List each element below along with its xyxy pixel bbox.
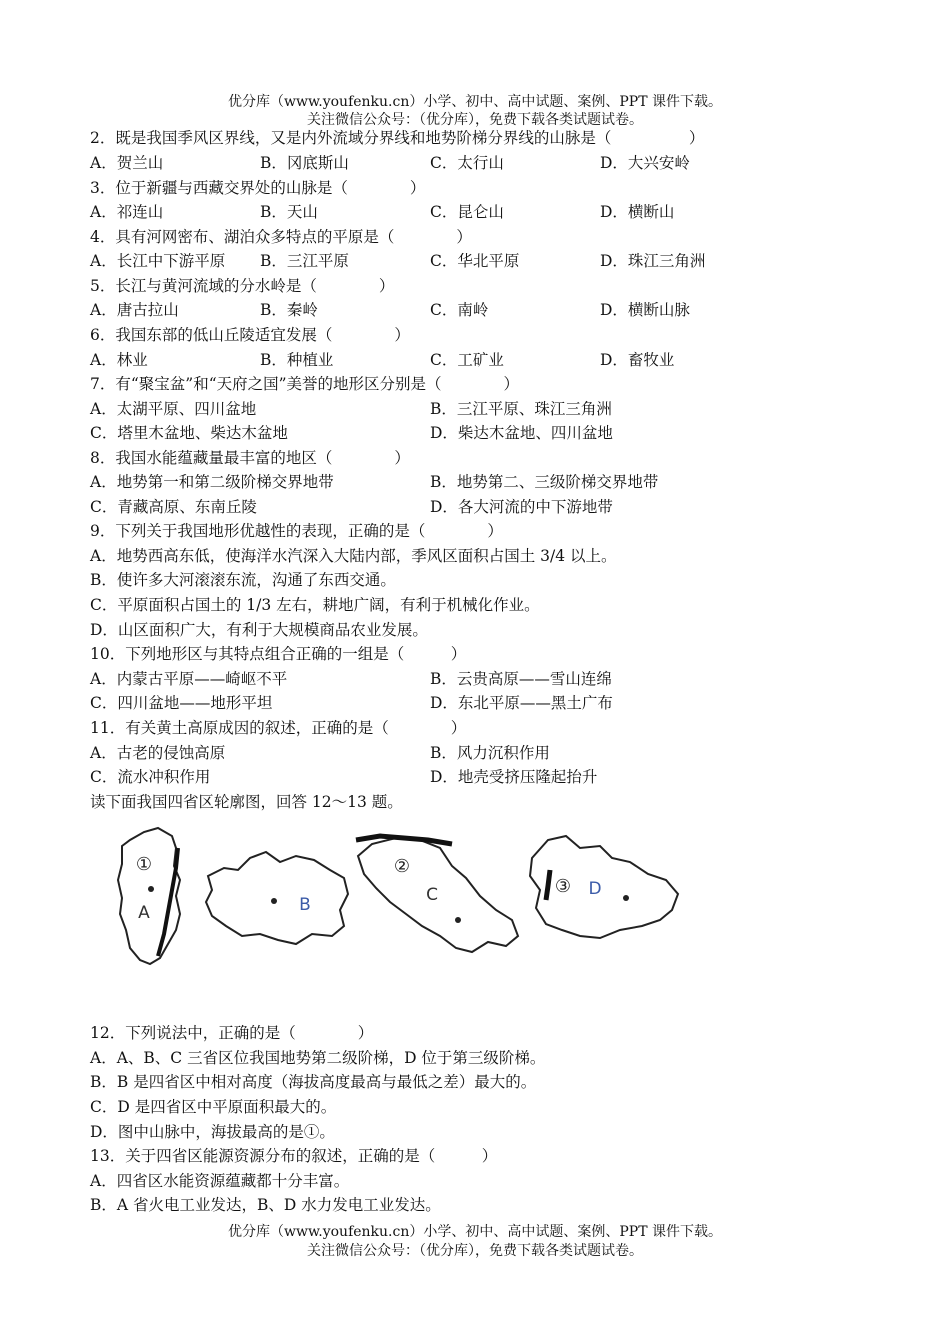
question-4-option-d: D．珠江三角洲 bbox=[600, 252, 706, 270]
map-intro-text: 读下面我国四省区轮廓图，回答 12～13 题。 bbox=[90, 793, 403, 811]
question-7-option-b: B．三江平原、珠江三角洲 bbox=[430, 400, 612, 418]
question-9-option-c: C．平原面积占国土的 1/3 左右，耕地广阔，有利于机械化作业。 bbox=[90, 596, 540, 614]
footer-line-1: 优分库（www.youfenku.cn）小学、初中、高中试题、案例、PPT 课件下载。 bbox=[227, 1224, 722, 1240]
question-4-option-b: B．三江平原 bbox=[260, 252, 349, 270]
question-10-option-c: C．四川盆地——地形平坦 bbox=[90, 694, 273, 712]
question-9-option-d: D．山区面积广大，有利于大规模商品农业发展。 bbox=[90, 621, 428, 639]
question-9-stem: 9．下列关于我国地形优越性的表现，正确的是（ ） bbox=[90, 522, 503, 540]
question-4-stem: 4．具有河网密布、湖泊众多特点的平原是（ ） bbox=[90, 228, 472, 246]
question-3-option-c: C．昆仑山 bbox=[430, 203, 504, 221]
question-10-option-a: A．内蒙古平原——崎岖不平 bbox=[90, 670, 288, 688]
question-13-option-a: A．四省区水能资源蕴藏都十分丰富。 bbox=[90, 1172, 350, 1190]
question-11-option-a: A．古老的侵蚀高原 bbox=[90, 744, 226, 762]
question-6-option-b: B．种植业 bbox=[260, 351, 334, 369]
province-outline-map bbox=[100, 818, 682, 972]
province-label-c: C bbox=[426, 885, 438, 905]
question-6-option-a: A．林业 bbox=[90, 351, 148, 369]
province-a-outline bbox=[118, 828, 180, 964]
question-3-option-d: D．横断山 bbox=[600, 203, 675, 221]
question-3-option-a: A．祁连山 bbox=[90, 203, 164, 221]
question-11-option-b: B．风力沉积作用 bbox=[430, 744, 550, 762]
question-8-stem: 8．我国水能蕴藏量最丰富的地区（ ） bbox=[90, 449, 410, 467]
question-3-option-b: B．天山 bbox=[260, 203, 318, 221]
question-5-option-d: D．横断山脉 bbox=[600, 301, 690, 319]
province-b-outline bbox=[206, 852, 348, 944]
question-4-option-a: A．长江中下游平原 bbox=[90, 252, 226, 270]
question-12-option-b: B．B 是四省区中相对高度（海拔高度最高与最低之差）最大的。 bbox=[90, 1073, 537, 1091]
question-7-stem: 7．有“聚宝盆”和“天府之国”美誉的地形区分别是（ ） bbox=[90, 375, 520, 393]
question-8-option-b: B．地势第二、三级阶梯交界地带 bbox=[430, 473, 659, 491]
question-10-stem: 10．下列地形区与其特点组合正确的一组是（ ） bbox=[90, 645, 467, 663]
question-10-option-b: B．云贵高原——雪山连绵 bbox=[430, 670, 612, 688]
question-6-option-c: C．工矿业 bbox=[430, 351, 504, 369]
question-8-option-c: C．青藏高原、东南丘陵 bbox=[90, 498, 257, 516]
province-label-b: B bbox=[299, 895, 311, 915]
question-11-option-c: C．流水冲积作用 bbox=[90, 768, 211, 786]
question-13-option-b: B．A 省火电工业发达，B、D 水力发电工业发达。 bbox=[90, 1196, 441, 1214]
question-2-stem: 2．既是我国季风区界线，又是内外流域分界线和地势阶梯分界线的山脉是（ ） bbox=[90, 129, 705, 147]
question-2-option-c: C．太行山 bbox=[430, 154, 504, 172]
question-12-stem: 12．下列说法中，正确的是（ ） bbox=[90, 1024, 374, 1042]
question-2-option-a: A．贺兰山 bbox=[90, 154, 164, 172]
question-6-stem: 6．我国东部的低山丘陵适宜发展（ ） bbox=[90, 326, 410, 344]
question-5-option-c: C．南岭 bbox=[430, 301, 489, 319]
question-10-option-d: D．东北平原——黑土广布 bbox=[430, 694, 613, 712]
question-7-option-a: A．太湖平原、四川盆地 bbox=[90, 400, 257, 418]
marker-1: ① bbox=[135, 854, 153, 875]
question-13-stem: 13．关于四省区能源资源分布的叙述，正确的是（ ） bbox=[90, 1147, 498, 1165]
question-8-option-a: A．地势第一和第二级阶梯交界地带 bbox=[90, 473, 334, 491]
question-3-stem: 3．位于新疆与西藏交界处的山脉是（ ） bbox=[90, 179, 426, 197]
province-label-a: A bbox=[138, 903, 150, 923]
question-2-option-b: B．冈底斯山 bbox=[260, 154, 349, 172]
question-5-option-a: A．唐古拉山 bbox=[90, 301, 179, 319]
footer-line-2: 关注微信公众号：（优分库），免费下载各类试题试卷。 bbox=[307, 1243, 643, 1259]
question-11-option-d: D．地壳受挤压隆起抬升 bbox=[430, 768, 598, 786]
marker-3: ③ bbox=[554, 876, 572, 897]
question-7-option-c: C．塔里木盆地、柴达木盆地 bbox=[90, 424, 288, 442]
question-12-option-a: A．A、B、C 三省区位我国地势第二级阶梯，D 位于第三级阶梯。 bbox=[90, 1049, 546, 1067]
marker-2: ② bbox=[393, 856, 411, 877]
province-label-d: D bbox=[588, 879, 602, 899]
question-12-option-d: D．图中山脉中，海拔最高的是①。 bbox=[90, 1123, 335, 1141]
question-9-option-b: B．使许多大河滚滚东流，沟通了东西交通。 bbox=[90, 571, 396, 589]
question-5-option-b: B．秦岭 bbox=[260, 301, 318, 319]
question-4-option-c: C．华北平原 bbox=[430, 252, 520, 270]
question-6-option-d: D．畜牧业 bbox=[600, 351, 675, 369]
header-line-1: 优分库（www.youfenku.cn）小学、初中、高中试题、案例、PPT 课件下载。 bbox=[227, 94, 722, 110]
question-12-option-c: C．D 是四省区中平原面积最大的。 bbox=[90, 1098, 337, 1116]
question-11-stem: 11．有关黄土高原成因的叙述，正确的是（ ） bbox=[90, 719, 467, 737]
question-5-stem: 5．长江与黄河流域的分水岭是（ ） bbox=[90, 277, 395, 295]
header-line-2: 关注微信公众号：（优分库），免费下载各类试题试卷。 bbox=[307, 112, 643, 128]
question-7-option-d: D．柴达木盆地、四川盆地 bbox=[430, 424, 613, 442]
question-8-option-d: D．各大河流的中下游地带 bbox=[430, 498, 613, 516]
question-2-option-d: D．大兴安岭 bbox=[600, 154, 690, 172]
province-d-outline bbox=[530, 836, 678, 938]
question-9-option-a: A．地势西高东低，使海洋水汽深入大陆内部，季风区面积占国土 3/4 以上。 bbox=[90, 547, 617, 565]
